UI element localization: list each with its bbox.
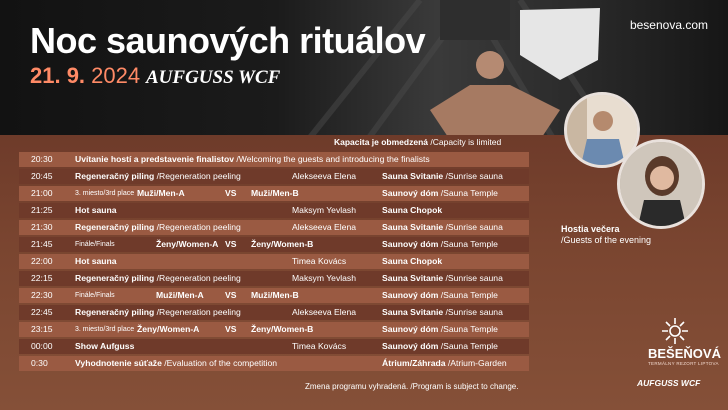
schedule-row xyxy=(19,203,529,218)
besenova-logo-icon xyxy=(659,316,691,346)
besenova-logo-text: BEŠEŇOVÁ xyxy=(648,346,721,361)
page-title: Noc saunových rituálov xyxy=(30,20,426,61)
aufguss-wcf-logo: AUFGUSS WCF xyxy=(637,378,701,388)
schedule-row xyxy=(19,271,529,286)
row-venue-name: Saunový dóm xyxy=(382,341,439,351)
schedule-row xyxy=(19,220,529,235)
row-venue xyxy=(382,271,503,286)
row-venue-name: Saunový dóm xyxy=(382,188,439,198)
row-venue xyxy=(382,237,498,252)
row-venue-name: Saunový dóm xyxy=(382,290,439,300)
schedule-row xyxy=(19,322,529,337)
row-venue-name: Saunový dóm xyxy=(382,239,439,249)
row-venue xyxy=(382,220,503,235)
row-placement: Finále/Finals xyxy=(75,241,115,248)
row-venue xyxy=(382,322,498,337)
row-activity xyxy=(75,271,241,286)
row-venue-name: Sauna Svitanie xyxy=(382,307,444,317)
row-team-b: Muži/Men-B xyxy=(251,290,299,300)
row-venue-english: /Sauna Temple xyxy=(438,341,498,351)
row-activity-part: Hot sauna xyxy=(75,205,117,215)
towel-shape xyxy=(520,8,600,80)
row-performer: Alekseeva Elena xyxy=(292,307,357,317)
row-activity-part: /Welcoming the guests and introducing the finalists xyxy=(234,154,430,164)
row-time: 21:25 xyxy=(31,205,53,215)
row-activity-part: Hot sauna xyxy=(75,256,117,266)
row-time: 20:45 xyxy=(31,171,53,181)
row-activity-part: /Evaluation of the competition xyxy=(161,358,278,368)
besenova-logo-tagline: TERMÁLNY REZORT LIPTOVA xyxy=(648,361,719,366)
capacity-note-rest: /Capacity is limited xyxy=(428,137,502,147)
row-time: 22:30 xyxy=(31,290,53,300)
schedule-row xyxy=(19,356,529,371)
guest-photo-2 xyxy=(617,139,705,229)
row-vs: VS xyxy=(225,188,237,198)
guests-label-rest: /Guests of the evening xyxy=(561,235,652,245)
schedule-row xyxy=(19,305,529,320)
row-activity-part: /Regeneration peeling xyxy=(154,273,241,283)
website-link[interactable]: besenova.com xyxy=(629,18,708,32)
row-venue xyxy=(382,288,498,303)
row-time: 22:15 xyxy=(31,273,53,283)
row-activity-part: Regeneračný piling xyxy=(75,222,155,232)
row-venue xyxy=(382,254,442,269)
event-date-year: 2024 xyxy=(91,63,141,88)
row-venue-english: /Atrium-Garden xyxy=(445,358,507,368)
row-venue-english: /Sauna Temple xyxy=(438,324,498,334)
row-performer: Alekseeva Elena xyxy=(292,171,357,181)
row-team-b: Ženy/Women-B xyxy=(251,239,314,249)
row-time: 21:45 xyxy=(31,239,53,249)
row-venue-english: /Sauna Temple xyxy=(438,239,498,249)
schedule-row xyxy=(19,169,529,184)
row-activity-part: /Regeneration peeling xyxy=(154,222,241,232)
row-venue-english: /Sauna Temple xyxy=(438,188,498,198)
row-venue-name: Sauna Svitanie xyxy=(382,222,444,232)
aufguss-master-head xyxy=(476,51,504,79)
row-activity xyxy=(75,305,241,320)
row-venue-english: /Sunrise sauna xyxy=(443,273,503,283)
row-placement: Finále/Finals xyxy=(75,292,115,299)
row-performer: Timea Kovács xyxy=(292,341,347,351)
row-venue-english: /Sunrise sauna xyxy=(443,171,503,181)
schedule-table xyxy=(19,152,529,373)
row-venue-name: Átrium/Záhrada xyxy=(382,358,446,368)
row-team-a: Ženy/Women-A xyxy=(137,324,200,334)
row-activity-part: Regeneračný piling xyxy=(75,307,155,317)
row-performer: Maksym Yevlash xyxy=(292,273,357,283)
row-vs: VS xyxy=(225,324,237,334)
schedule-row xyxy=(19,152,529,167)
row-time: 21:00 xyxy=(31,188,53,198)
row-venue xyxy=(382,169,503,184)
program-change-note: Zmena programu vyhradená. /Program is subject to change. xyxy=(305,382,519,391)
row-vs: VS xyxy=(225,290,237,300)
row-placement: 3. miesto/3rd place xyxy=(75,190,135,197)
row-team-a: Muži/Men-A xyxy=(137,188,185,198)
row-activity xyxy=(75,220,241,235)
row-activity xyxy=(75,203,117,218)
row-venue-english: /Sunrise sauna xyxy=(443,222,503,232)
schedule-row xyxy=(19,288,529,303)
row-venue-name: Sauna Chopok xyxy=(382,205,443,215)
row-activity-part: /Regeneration peeling xyxy=(154,307,241,317)
capacity-note-bold: Kapacita je obmedzená xyxy=(334,137,429,147)
row-venue-english: /Sauna Temple xyxy=(438,290,498,300)
row-vs: VS xyxy=(225,239,237,249)
row-time: 22:00 xyxy=(31,256,53,266)
row-performer: Timea Kovács xyxy=(292,256,347,266)
row-venue-name: Sauna Chopok xyxy=(382,256,443,266)
row-venue-name: Sauna Svitanie xyxy=(382,171,444,181)
row-venue xyxy=(382,339,498,354)
row-time: 20:30 xyxy=(31,154,53,164)
guests-label-bold: Hostia večera xyxy=(561,224,620,234)
row-venue-name: Sauna Svitanie xyxy=(382,273,444,283)
row-venue xyxy=(382,186,498,201)
row-activity xyxy=(75,254,117,269)
row-activity-part: Regeneračný piling xyxy=(75,171,155,181)
row-performer: Maksym Yevlash xyxy=(292,205,357,215)
row-team-a: Ženy/Women-A xyxy=(156,239,219,249)
row-performer: Alekseeva Elena xyxy=(292,222,357,232)
row-activity xyxy=(75,169,241,184)
capacity-note xyxy=(334,137,501,147)
row-team-b: Muži/Men-B xyxy=(251,188,299,198)
row-venue xyxy=(382,305,503,320)
schedule-row xyxy=(19,237,529,252)
row-activity-part: Show Aufguss xyxy=(75,341,135,351)
row-placement: 3. miesto/3rd place xyxy=(75,326,135,333)
schedule-row xyxy=(19,186,529,201)
row-venue-english: /Sunrise sauna xyxy=(443,307,503,317)
row-activity-part: Vyhodnotenie súťaže xyxy=(75,358,162,368)
row-activity-part: Uvítanie hostí a predstavenie finalistov xyxy=(75,154,235,164)
event-date xyxy=(30,63,140,89)
guests-label xyxy=(561,224,651,246)
row-activity xyxy=(75,339,134,354)
row-time: 00:00 xyxy=(31,341,53,351)
row-time: 22:45 xyxy=(31,307,53,317)
row-venue xyxy=(382,356,507,371)
row-activity-part: /Regeneration peeling xyxy=(154,171,241,181)
event-subtitle: AUFGUSS WCF xyxy=(146,67,281,88)
row-venue-name: Saunový dóm xyxy=(382,324,439,334)
row-time: 21:30 xyxy=(31,222,53,232)
row-team-b: Ženy/Women-B xyxy=(251,324,314,334)
row-venue xyxy=(382,203,442,218)
row-team-a: Muži/Men-A xyxy=(156,290,204,300)
row-activity xyxy=(75,356,277,371)
event-date-day: 21. 9. xyxy=(30,63,86,88)
schedule-row xyxy=(19,254,529,269)
schedule-row xyxy=(19,339,529,354)
row-activity-part: Regeneračný piling xyxy=(75,273,155,283)
row-time: 0:30 xyxy=(31,358,48,368)
row-time: 23:15 xyxy=(31,324,53,334)
row-activity xyxy=(75,152,430,167)
